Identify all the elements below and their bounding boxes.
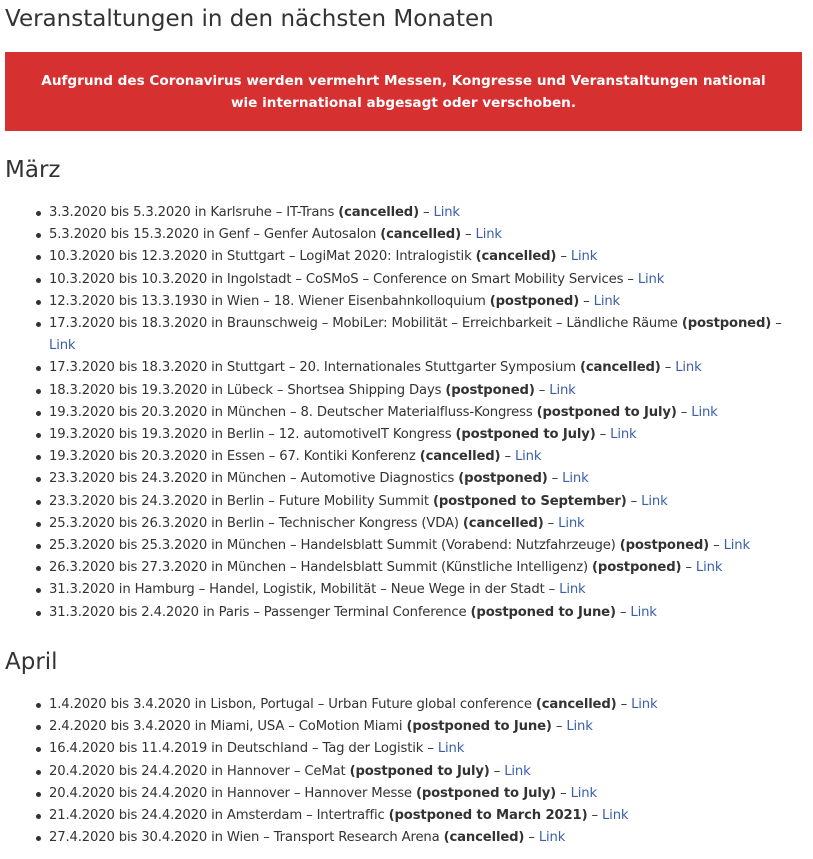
event-list-item (0, 468, 813, 490)
event-list-item (0, 446, 813, 468)
event-text: 25.3.2020 bis 25.3.2020 in München – Handelsblatt Summit (Vorabend: Nutzfahrzeuge) (49, 538, 616, 554)
event-list-item (0, 491, 813, 513)
event-link[interactable]: Link (566, 719, 593, 735)
event-text: 27.4.2020 bis 30.4.2020 in Wien – Transport Research Arena (49, 830, 440, 846)
event-list-item (0, 738, 813, 760)
event-status: (cancelled) (579, 360, 661, 376)
event-status: (postponed) (681, 316, 772, 332)
event-text: 12.3.2020 bis 13.3.1930 in Wien – 18. Wiener Eisenbahnkolloquium (49, 293, 486, 309)
event-link[interactable]: Link (691, 404, 718, 420)
event-link[interactable]: Link (558, 515, 585, 531)
event-list-item (0, 291, 813, 313)
event-list-item (0, 827, 813, 849)
event-link[interactable]: Link (637, 271, 665, 287)
event-status: (postponed to June) (470, 604, 616, 620)
event-text: 18.3.2020 bis 19.3.2020 in Lübeck – Shortsea Shipping Days (49, 382, 442, 398)
event-link[interactable]: Link (675, 360, 702, 376)
event-status: (postponed to June) (406, 719, 552, 735)
event-status: (postponed to July) (536, 404, 677, 420)
event-list-item (0, 783, 813, 805)
event-link[interactable]: Link (437, 741, 465, 757)
event-text: 23.3.2020 bis 24.3.2020 in Berlin – Future Mobility Summit (49, 493, 429, 509)
event-list-item (0, 246, 813, 268)
event-link[interactable]: Link (641, 493, 668, 509)
event-separator: – (423, 741, 438, 757)
event-list-item (0, 535, 813, 557)
event-separator: – (616, 697, 632, 712)
event-link[interactable]: Link (475, 227, 502, 243)
event-text: 25.3.2020 bis 26.3.2020 in Berlin – Technischer Kongress (VDA) (49, 515, 459, 531)
event-status: (postponed to July) (415, 785, 557, 801)
event-list-item (0, 694, 813, 716)
event-list-maerz (0, 202, 813, 624)
event-text: 19.3.2020 bis 20.3.2020 in Essen – 67. Kontiki Konferenz (49, 449, 416, 465)
event-link[interactable]: Link (570, 249, 598, 265)
event-link[interactable]: Link (601, 808, 629, 824)
event-link[interactable]: Link (549, 382, 576, 398)
event-text: 10.3.2020 bis 12.3.2020 in Stuttgart – LogiMat 2020: Intralogistik (49, 249, 472, 265)
event-link[interactable]: Link (562, 471, 589, 487)
event-link[interactable]: Link (559, 582, 586, 598)
event-text: 16.4.2020 bis 11.4.2019 in Deutschland – Tag der Logistik (49, 741, 424, 757)
event-text: 1.4.2020 bis 3.4.2020 in Lisbon, Portugal – Urban Future global conference (49, 697, 532, 712)
section-title-maerz: März (5, 157, 61, 183)
event-list-item (0, 313, 813, 357)
event-separator: – (556, 249, 571, 265)
event-separator: – (676, 404, 692, 420)
page-title: Veranstaltungen in den nächsten Monaten (5, 6, 494, 32)
event-separator: – (579, 293, 594, 309)
event-text: 2.4.2020 bis 3.4.2020 in Miami, USA – CoMotion Miami (49, 719, 403, 735)
event-status: (cancelled) (419, 449, 501, 465)
event-list-item (0, 513, 813, 535)
event-link[interactable]: Link (433, 205, 460, 220)
event-separator: – (524, 830, 539, 846)
event-list-item (0, 557, 813, 579)
event-list-item (0, 579, 813, 601)
section-title-april: April (5, 649, 58, 675)
event-list-item (0, 402, 813, 424)
event-text: 17.3.2020 bis 18.3.2020 in Braunschweig – MobiLer: Mobilität – Erreichbarkeit – Ländliche Räume (49, 316, 678, 332)
event-text: 23.3.2020 bis 24.3.2020 in München – Automotive Diagnostics (49, 471, 455, 487)
event-separator: – (595, 427, 611, 443)
event-text: 31.3.2020 in Hamburg – Handel, Logistik, Mobilität – Neue Wege in der Stadt (49, 582, 545, 598)
event-status: (postponed) (445, 382, 535, 398)
event-status: (postponed) (489, 293, 580, 309)
event-text: 31.3.2020 bis 2.4.2020 in Paris – Passenger Terminal Conference (49, 604, 467, 620)
event-link[interactable]: Link (504, 763, 531, 779)
event-status: (cancelled) (380, 227, 461, 243)
event-status: (postponed) (592, 560, 682, 576)
event-text: 20.4.2020 bis 24.4.2020 in Hannover – Hannover Messe (49, 785, 412, 801)
event-list-item (0, 380, 813, 402)
event-list-item (0, 357, 813, 379)
event-list-item (0, 602, 813, 624)
event-link[interactable]: Link (570, 785, 597, 801)
event-list-item (0, 761, 813, 783)
event-separator: – (556, 785, 571, 801)
event-link[interactable]: Link (610, 427, 637, 443)
event-separator: – (489, 763, 505, 779)
event-text: 21.4.2020 bis 24.4.2020 in Amsterdam – Intertraffic (49, 808, 385, 824)
event-separator: – (500, 449, 515, 465)
event-link[interactable]: Link (538, 830, 566, 846)
event-separator: – (681, 560, 696, 576)
event-link[interactable]: Link (593, 293, 621, 309)
event-list-item (0, 269, 813, 291)
event-status: (cancelled) (475, 249, 557, 265)
event-status: (postponed to September) (432, 493, 627, 509)
event-separator: – (626, 493, 642, 509)
event-link[interactable]: Link (630, 604, 657, 620)
event-text: 20.4.2020 bis 24.4.2020 in Hannover – CeMat (49, 763, 346, 779)
corona-alert-banner (5, 52, 802, 131)
event-separator: – (623, 271, 638, 287)
event-text: 17.3.2020 bis 18.3.2020 in Stuttgart – 20. Internationales Stuttgarter Symposium (49, 360, 576, 376)
event-separator: – (660, 360, 676, 376)
event-list-april (0, 694, 813, 849)
event-status: (cancelled) (338, 205, 419, 220)
event-separator: – (534, 382, 550, 398)
event-separator: – (460, 227, 476, 243)
event-text: 10.3.2020 bis 10.3.2020 in Ingolstadt – CoSMoS – Conference on Smart Mobility Services (49, 271, 624, 287)
event-text: 19.3.2020 bis 19.3.2020 in Berlin – 12. automotiveIT Kongress (49, 427, 452, 443)
event-status: (cancelled) (462, 515, 544, 531)
event-separator: – (771, 316, 782, 332)
event-separator: – (418, 205, 434, 220)
event-list-item (0, 424, 813, 446)
event-text: 19.3.2020 bis 20.3.2020 in München – 8. Deutscher Materialfluss-Kongress (49, 404, 533, 420)
event-list-item (0, 805, 813, 827)
event-status: (postponed to March 2021) (388, 808, 588, 824)
event-status: (postponed) (619, 538, 710, 554)
event-link[interactable]: Link (723, 538, 750, 554)
event-list-item (0, 716, 813, 738)
event-status: (postponed) (458, 471, 548, 487)
event-list-item (0, 202, 813, 224)
event-status: (cancelled) (535, 697, 617, 712)
event-separator: – (544, 582, 560, 598)
event-text: 5.3.2020 bis 15.3.2020 in Genf – Genfer Autosalon (49, 227, 377, 243)
event-text: 26.3.2020 bis 27.3.2020 in München – Handelsblatt Summit (Künstliche Intelligenz) (49, 560, 588, 576)
event-separator: – (615, 604, 631, 620)
event-separator: – (543, 515, 559, 531)
event-separator: – (587, 808, 602, 824)
event-text: 3.3.2020 bis 5.3.2020 in Karlsruhe – IT-Trans (49, 205, 335, 220)
event-separator: – (551, 719, 567, 735)
event-status: (cancelled) (443, 830, 525, 846)
event-link[interactable]: Link (514, 449, 542, 465)
event-link[interactable]: Link (695, 560, 723, 576)
event-status: (postponed to July) (349, 763, 490, 779)
event-link[interactable]: Link (631, 697, 658, 712)
event-separator: – (547, 471, 563, 487)
event-separator: – (709, 538, 724, 554)
alert-text: Aufgrund des Coronavirus werden vermehrt Messen, Kongresse und Veranstaltungen national wie international abgesagt oder verschoben. (41, 72, 766, 111)
event-status: (postponed to July) (455, 427, 596, 443)
event-link[interactable]: Link (49, 338, 76, 354)
event-list-item (0, 224, 813, 246)
